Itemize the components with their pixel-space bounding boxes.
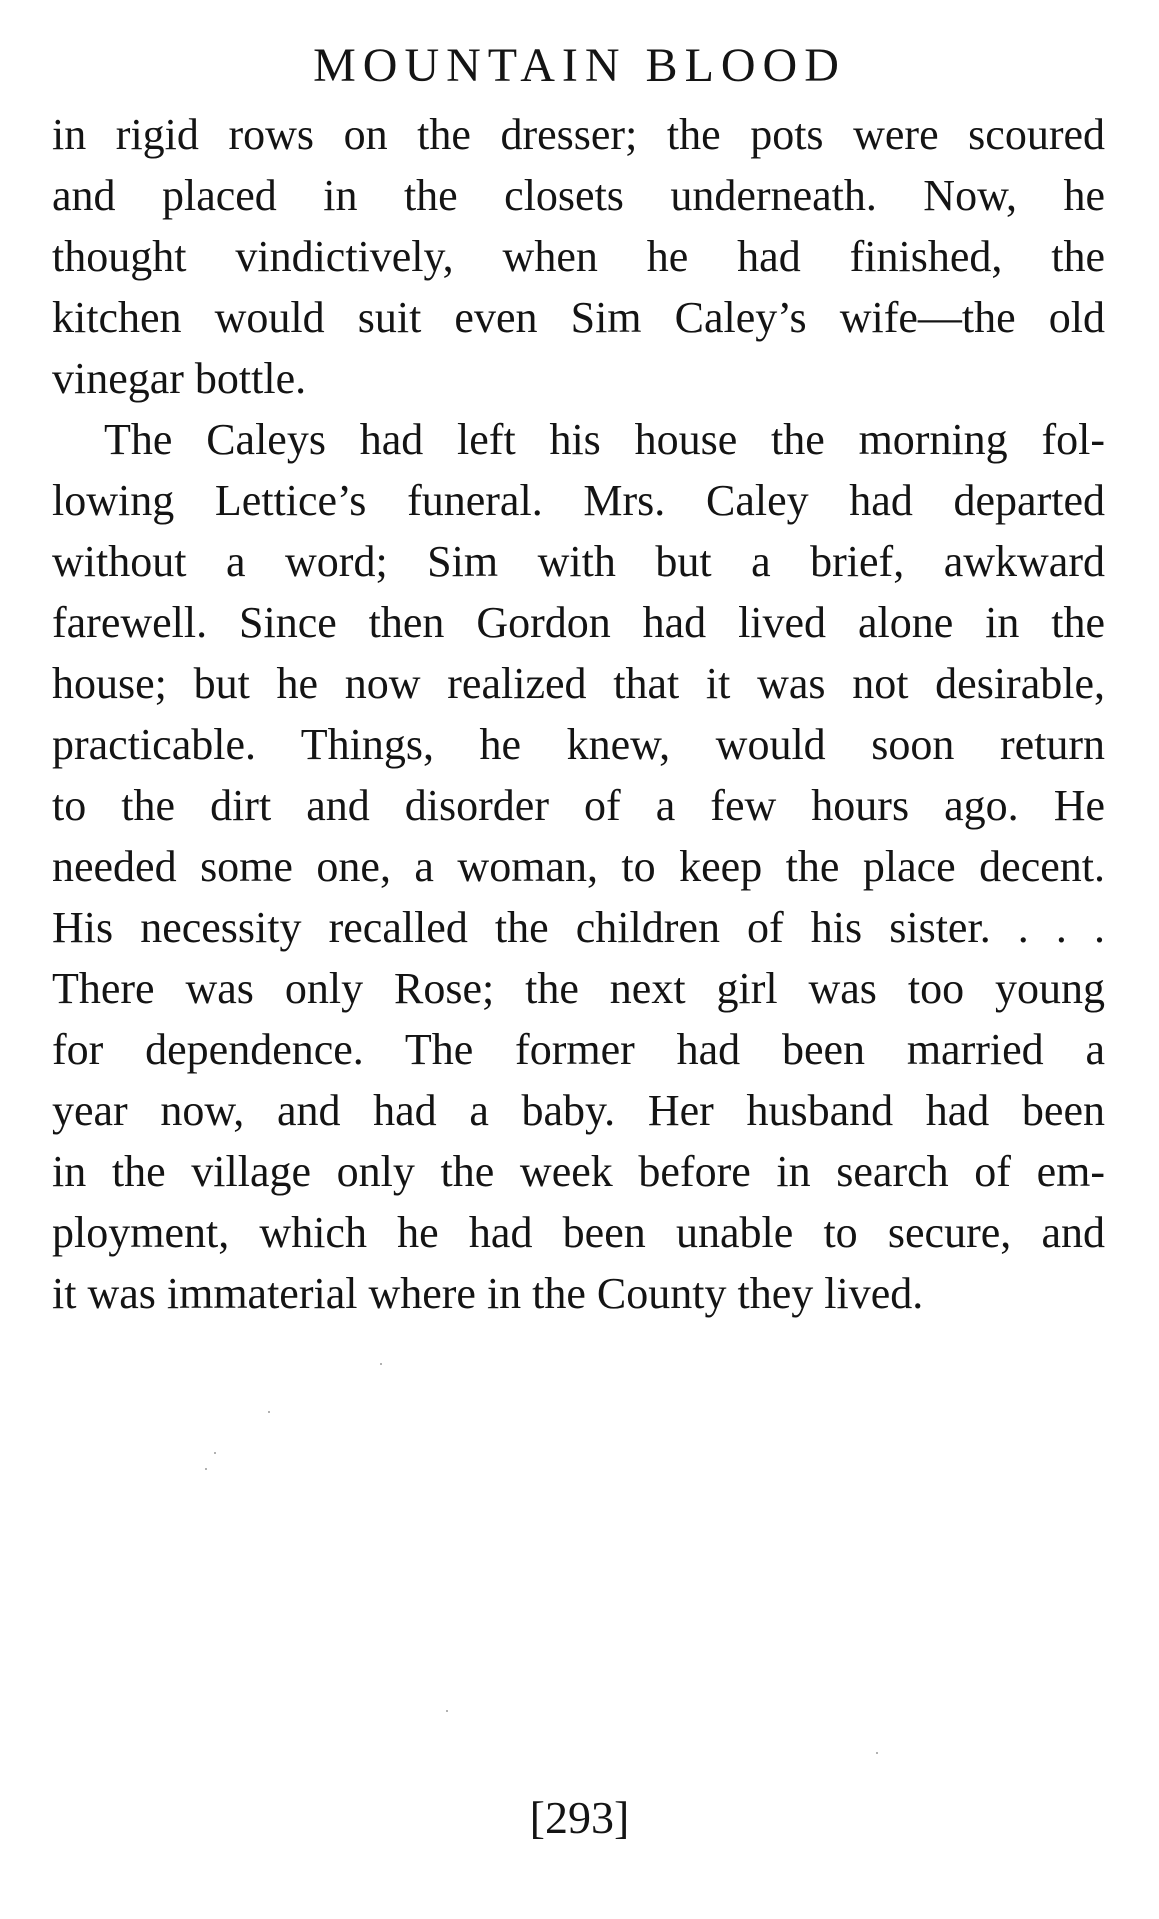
text-line: ployment, which he had been unable to secure, and [52, 1208, 1105, 1257]
text-line: His necessity recalled the children of his sister. . . . [52, 903, 1105, 952]
text-line: in the village only the week before in search of em- [52, 1147, 1105, 1196]
text-line: farewell. Since then Gordon had lived alone in the [52, 598, 1105, 647]
body-text [52, 104, 1105, 1324]
text-line: needed some one, a woman, to keep the place decent. [52, 842, 1105, 891]
text-line: kitchen would suit even Sim Caley’s wife—the old [52, 293, 1105, 342]
print-speck [214, 1452, 216, 1454]
text-line: for dependence. The former had been married a [52, 1025, 1105, 1074]
print-speck [446, 1710, 448, 1712]
text-line: to the dirt and disorder of a few hours ago. He [52, 781, 1105, 830]
page-number: [293] [529, 1792, 630, 1843]
text-line: thought vindictively, when he had finished, the [52, 232, 1105, 281]
text-line: lowing Lettice’s funeral. Mrs. Caley had departed [52, 476, 1105, 525]
print-speck [380, 1363, 382, 1365]
text-line: The Caleys had left his house the morning fol- [104, 415, 1105, 464]
text-line: practicable. Things, he knew, would soon return [52, 720, 1105, 769]
print-speck [268, 1411, 270, 1413]
paragraph [52, 409, 1105, 1324]
text-line: There was only Rose; the next girl was too young [52, 964, 1105, 1013]
print-speck [876, 1752, 878, 1754]
text-line: in rigid rows on the dresser; the pots were scoured [52, 110, 1105, 159]
running-head: MOUNTAIN BLOOD [313, 39, 846, 92]
text-line: without a word; Sim with but a brief, awkward [52, 537, 1105, 586]
text-line: vinegar bottle. [52, 354, 307, 403]
text-line: year now, and had a baby. Her husband had been [52, 1086, 1105, 1135]
print-speck [205, 1468, 207, 1470]
text-line: house; but he now realized that it was not desirable, [52, 659, 1105, 708]
paragraph [52, 104, 1105, 409]
text-line: and placed in the closets underneath. Now, he [52, 171, 1105, 220]
text-line: it was immaterial where in the County they lived. [52, 1269, 924, 1318]
